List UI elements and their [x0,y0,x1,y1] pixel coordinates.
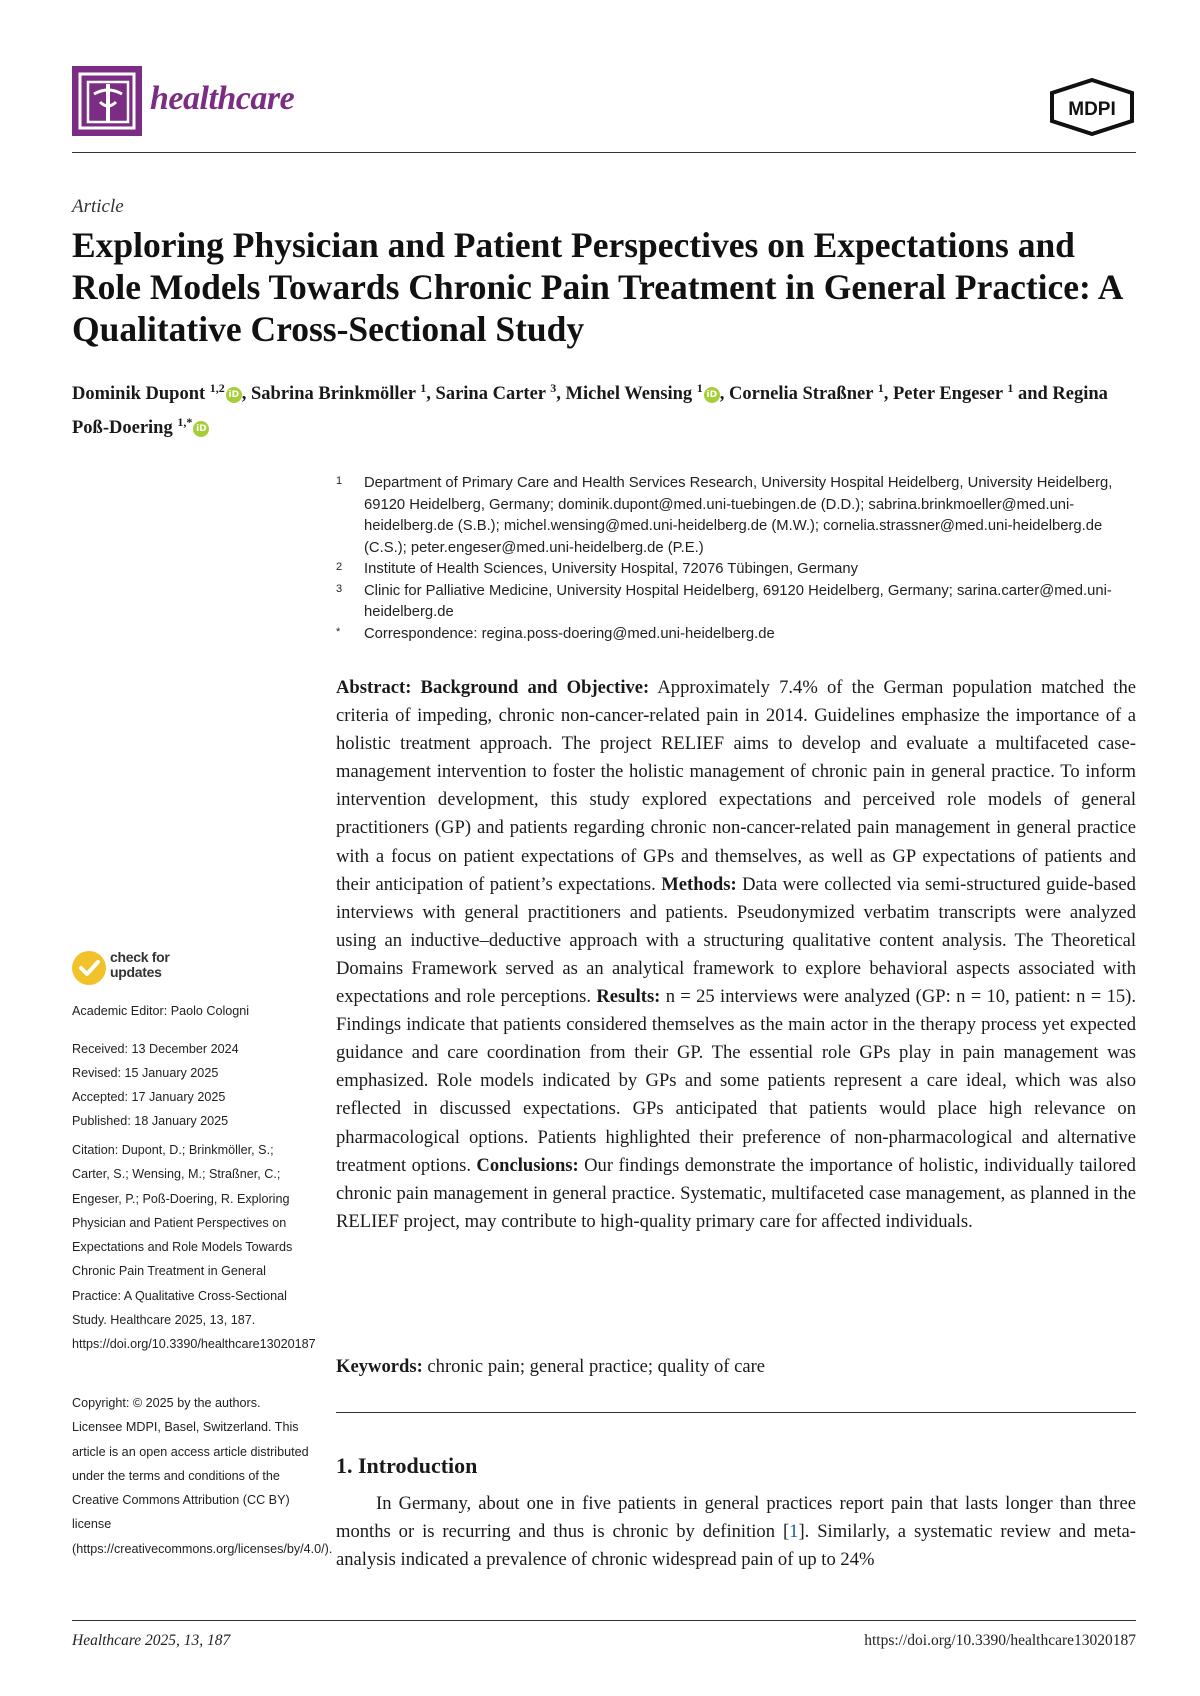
abstract-background-text: Approximately 7.4% of the German population matched the criteria of impeding, chronic non-cancer-related pain in 2014. Guidelines emphasize the importance of a holistic treatment approach. The project RELIEF aims to develop and evaluate a multifaceted case-management intervention to foster the holistic management of chronic pain in general practice. To inform intervention development, this study explored expectations and perceived role models of general practitioners (GP) and patients regarding chronic non-cancer-related pain management in general practice with a focus on patient expectations of GPs and themselves, as well as GP expectations of patients and their anticipation of patient’s expectations. [336,677,1137,895]
orcid-icon[interactable]: iD [704,387,720,403]
date-published: Published: 18 January 2025 [72,1114,229,1128]
publisher-name: MDPI [1068,99,1116,120]
author-affiliation-mark: 3 [550,381,557,395]
affiliations [336,473,1136,645]
copyright-block: Copyright: © 2025 by the authors. Licensee MDPI, Basel, Switzerland. This article is an open access article distributed under the terms and conditions of the Creative Commons Attribution (CC BY) license (https://creativecommons.org/licenses/by/4.0/). [72,1396,333,1556]
affiliation-item: 2 Institute of Health Sciences, University Hospital, 72076 Tübingen, Germany [336,561,859,577]
check-for-updates-icon[interactable] [72,951,106,985]
date-received: Received: 13 December 2024 [72,1042,239,1056]
abstract-conclusions-text: Our findings demonstrate the importance of holistic, individually tailored chronic pain management in general practice. Systematic, multifaceted case management, as planned in the RELIEF project, may contribute to high-quality primary care for affected individuals. [336,1154,1136,1232]
correspondence: * Correspondence: regina.poss-doering@med.uni-heidelberg.de [336,625,775,642]
journal-name: healthcare [150,80,295,117]
abstract-conclusions-label: Conclusions: [476,1154,579,1176]
citation-link[interactable]: 1 [789,1521,799,1542]
footer-doi-link[interactable]: https://doi.org/10.3390/healthcare13020187 [864,1632,1136,1649]
date-accepted: Accepted: 17 January 2025 [72,1090,226,1104]
keywords-text: chronic pain; general practice; quality of care [422,1356,766,1377]
author-list: Dominik Dupont $^{1,2}$iD , Sabrina Brinkmöller $^1$, Sarina Carter $^3$, Michel Wensing $^1$iD , Cornelia Straßner $^1$, Peter Engeser $^1$ and Regina Poß-Doering $^{1,*}$iD [72,381,1108,439]
author-name: Peter Engeser [892,384,1008,405]
orcid-icon[interactable]: iD [193,421,209,437]
author-name: Michel Wensing [565,384,697,405]
article-type: Article [72,196,124,217]
author-name: Dominik Dupont [72,384,210,405]
academic-editor: Academic Editor: Paolo Cologni [72,1004,250,1018]
author-affiliation-mark: 1,2 [209,381,225,395]
mdpi-logo [1048,78,1136,136]
abstract [336,674,1136,1236]
introduction-text: In Germany, about one in five patients in general practices report pain that lasts longer than three months or is recurring and thus is chronic by definition [1]. Similarly, a systematic review and meta-analysis indicated a prevalence of chronic widespread pain of up to 24% [336,1493,1136,1570]
abstract-label: Abstract: [336,677,412,698]
orcid-icon[interactable]: iD [226,387,242,403]
author-name: Cornelia Straßner [729,384,878,405]
keywords-label: Keywords: [336,1356,423,1377]
abstract-background-label: Background and Objective: [420,677,650,698]
author-name: Sarina Carter [435,384,551,405]
author-name: Regina Poß-Doering [72,384,1108,439]
header-rule [72,152,1136,153]
date-revised: Revised: 15 January 2025 [72,1066,219,1080]
check-for-updates-button[interactable]: check for updates [110,949,170,980]
author-affiliation-mark: 1 [1007,381,1014,395]
affiliation-item: 3 Clinic for Palliative Medicine, University Hospital Heidelberg, 69120 Heidelberg, Germany; sarina.carter@med.uni-heidelberg.de [336,582,1112,620]
author-name: Sabrina Brinkmöller [251,384,421,405]
publication-dates [72,1037,312,1133]
abstract-methods-label: Methods: [661,873,737,895]
footer-journal-ref: Healthcare 2025, 13, 187 [72,1632,231,1649]
affiliation-item: 1 Department of Primary Care and Health Services Research, University Hospital Heidelberg, University Heidelberg, 69120 Heidelberg, Germany; dominik.dupont@med.uni-tuebingen.de (D.D.); sabrina.brinkmoeller@med.uni-heidelberg.de (S.B.); michel.wensing@med.uni-heidelberg.de (M.W.); cornelia.strassner@med.uni-heidelberg.de (C.S.); peter.engeser@med.uni-heidelberg.de (P.E.) [336,475,1113,556]
section-heading-introduction: 1. Introduction [336,1453,478,1478]
author-affiliation-mark: 1,* [177,415,193,430]
journal-logo [72,66,142,136]
author-affiliation-mark: 1 [420,381,427,395]
abstract-rule [336,1412,1136,1413]
keywords [336,1353,1136,1381]
abstract-methods-text: Data were collected via semi-structured guide-based interviews with general practitioners and patients. Pseudonymized verbatim transcripts were analyzed using an inductive–deductive approach with a structuring qualitative content analysis. The Theoretical Domains Framework served as an analytical framework to explore behavioral aspects associated with expectations and role perceptions. [336,873,1136,1008]
caduceus-icon [72,66,142,136]
footer-rule [72,1620,1136,1621]
author-affiliation-mark: 1 [696,381,703,395]
author-affiliation-mark: 1 [877,381,884,395]
citation-block: Citation: Dupont, D.; Brinkmöller, S.; Carter, S.; Wensing, M.; Straßner, C.; Engeser, P.; Poß-Doering, R. Exploring Physician and Patient Perspectives on Expectations and Role Models Towards Chronic Pain Treatment in General Practice: A Qualitative Cross-Sectional Study. Healthcare 2025, 13, 187. https://doi.org/10.3390/healthcare13020187 [72,1143,316,1352]
paper-title: Exploring Physician and Patient Perspectives on Expectations and Role Models Towards Chronic Pain Treatment in General Practice: A Qualitative Cross-Sectional Study [72,225,1122,349]
abstract-results-label: Results: [596,986,661,1008]
abstract-results-text: n = 25 interviews were analyzed (GP: n = 10, patient: n = 15). Findings indicate that patients considered themselves as the main actor in the therapy process yet expected guidance and care coordination from their GP. The essential role GPs play in pain management was emphasized. Role models indicated by GPs and some patients represent a care ideal, which was also reflected in discussed expectations. GPs anticipated that patients would place high relevance on pharmacological options. Patients highlighted their preference of non-pharmacological and alternative treatment options. [336,986,1137,1176]
